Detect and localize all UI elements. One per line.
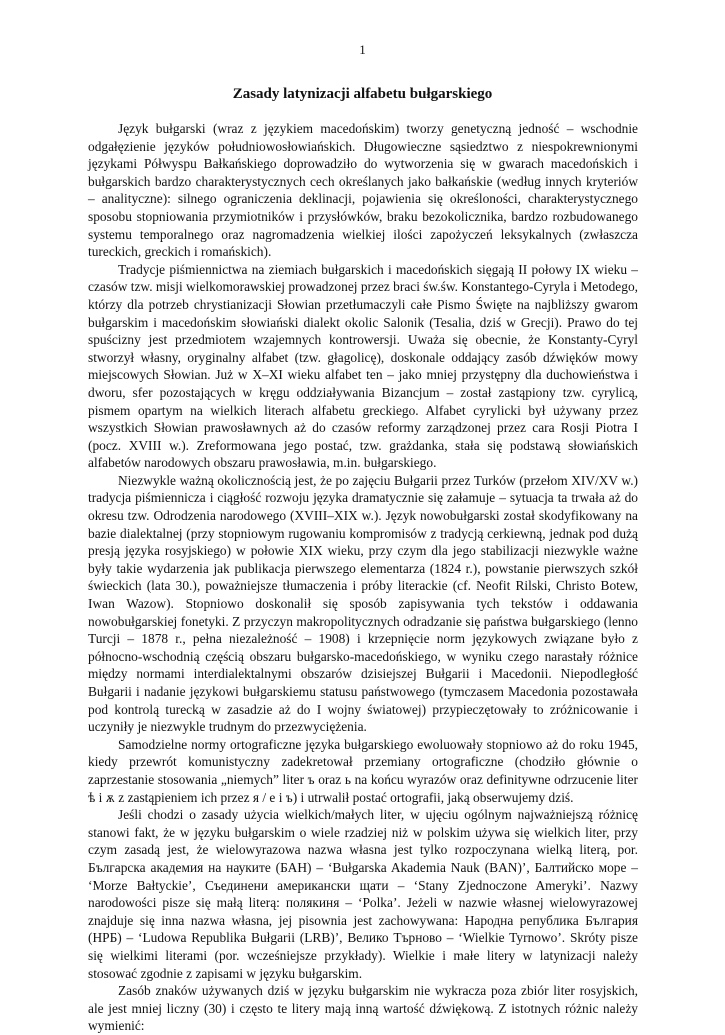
- paragraph: Język bułgarski (wraz z językiem macedońskim) tworzy genetyczną jedność – wschodnie odgałęzienie języków południowosłowiańskich. Długowieczne sąsiedztwo z niespokrewnionymi językami Półwyspu Bałkańskiego doprowadziło do wytworzenia się w gwarach macedońskich i bułgarskich bardzo charakterystycznych cech określanych jako bałkańskie (według innych kryteriów – analityczne): silnego ograniczenia deklinacji, pojawienia się określoności, charakterystycznego sposobu stopniowania przymiotników i przysłówków, braku bezokolicznika, bardzo rozbudowanego systemu temporalnego oraz nagromadzenia wielkiej ilości zapożyczeń leksykalnych (zwłaszcza tureckich, greckich i romańskich).: [88, 121, 638, 260]
- document-body: [88, 120, 638, 1035]
- paragraph: Niezwykle ważną okolicznością jest, że po zajęciu Bułgarii przez Turków (przełom XIV/XV w.) tradycja piśmiennicza i ciągłość rozwoju języka dramatycznie się załamuje – sytuacja ta trwała aż do okresu tzw. Odrodzenia narodowego (XVIII–XIX w.). Język nowobułgarski został skodyfikowany na bazie dialektalnej (przy stopniowym rugowaniu kompromisów z tradycją cerkiewną, jednak pod dużą presją języka rosyjskiego) w połowie XIX wieku, przy czym dla jego stabilizacji niezwykle ważne były takie wydarzenia jak publikacja pierwszego elementarza (1824 r.), powstanie pierwszych szkół świeckich (lata 30.), poważniejsze tłumaczenia i próby literackie (cf. Neofit Rilski, Christo Botew, Iwan Wazow). Stopniowo doskonalił się sposób zapisywania tych tekstów i oddawania nowobułgarskiej fonetyki. Z przyczyn makropolitycznych odradzanie się państwa bułgarskiego (lenno Turcji – 1878 r., pełna niezależność – 1908) i krzepnięcie norm językowych związane było z północno-wschodnią częścią obszaru bułgarsko-macedońskiego, w wyniku czego narastały różnice między normami interdialektalnymi obszarów dzisiejszej Bułgarii i Macedonii. Niepodległość Bułgarii i nadanie językowi bułgarskiemu statusu państwowego (tymczasem Macedonia pozostawała pod kontrolą turecką w zasadzie aż do I wojny światowej) przypieczętowały to zróżnicowanie i uczyniły je niezwykle trudnym do przezwyciężenia.: [88, 472, 638, 735]
- paragraph: Samodzielne normy ortograficzne języka bułgarskiego ewoluowały stopniowo aż do roku 1945, kiedy przewrót komunistyczny zadekretował przemiany ortograficzne (chodziło głównie o zaprzestanie stosowania „niemych” liter ъ oraz ь na końcu wyrazów oraz definitywne odrzucenie liter ѣ i ѫ z zastąpieniem ich przez я / е i ъ) i utrwalił postać ortografii, jaką obserwujemy dziś.: [88, 736, 638, 805]
- paragraph: Zasób znaków używanych dziś w języku bułgarskim nie wykracza poza zbiór liter rosyjskich, ale jest mniej liczny (30) i często te litery mają inną wartość dźwiękową. Z istotnych różnic należy wymienić:: [88, 983, 638, 1034]
- paragraph: Jeśli chodzi o zasady użycia wielkich/małych liter, w ujęciu ogólnym najważniejszą różnicę stanowi fakt, że w języku bułgarskim o wiele rzadziej niż w polskim używa się wielkich liter, przy czym zasadą jest, że wielowyrazowa nazwa własna jest tylko rozpoczynana wielką literą, por. Българска академия на науките (БАН) – ‘Bułgarska Akademia Nauk (BAN)’, Балтийско море – ‘Morze Bałtyckie’, Съединени американски щати – ‘Stany Zjednoczone Ameryki’. Nazwy narodowości pisze się małą literą: полякиня – ‘Polka’. Jeżeli w nazwie własnej wielowyrazowej znajduje się inna nazwa własna, jej pisownia jest zachowywana: Народна република България (НРБ) – ‘Ludowa Republika Bułgarii (LRB)’, Велико Търново – ‘Wielkie Tyrnowo’. Skróty pisze się wielkimi literami (por. wcześniejsze przykłady). Wielkie i małe litery w latynizacji należy stosować zgodnie z zapisami w języku bułgarskim.: [88, 807, 638, 981]
- page-number: 1: [359, 42, 366, 57]
- document-title: Zasady latynizacji alfabetu bułgarskiego: [232, 86, 493, 102]
- paragraph: Tradycje piśmiennictwa na ziemiach bułgarskich i macedońskich sięgają II połowy IX wieku – czasów tzw. misji wielkomorawskiej prowadzonej przez braci św.św. Konstantego-Cyryla i Metodego, którzy dla potrzeb chrystianizacji Słowian przetłumaczyli całe Pismo Święte na najbliższy gwarom bułgarskim i macedońskim słowiański dialekt okolic Salonik (Tesalia, dziś w Grecji). Prawo do tej spuścizny jest przedmiotem wzajemnych kontrowersji. Uważa się obecnie, że Konstanty-Cyryl stworzył własny, oryginalny alfabet (tzw. głagolicę), doskonale oddający zasób dźwięków mowy miejscowych Słowian. Już w X–XI wieku alfabet ten – jako mniej przystępny dla duchowieństwa i dworu, sfer pozostających w kręgu oddziaływania Bizancjum – został zastąpiony tzw. cyrylicą, pismem opartym na wielkich literach alfabetu greckiego. Alfabet cyrylicki był używany przez wszystkich Słowian prawosławnych aż do czasów reformy zarządzonej przez cara Rosji Piotra I (pocz. XVIII w.). Zreformowana jego postać, tzw. grażdanka, stała się podstawą słowiańskich alfabetów narodowych obszaru prawosławia, m.in. bułgarskiego.: [88, 261, 638, 471]
